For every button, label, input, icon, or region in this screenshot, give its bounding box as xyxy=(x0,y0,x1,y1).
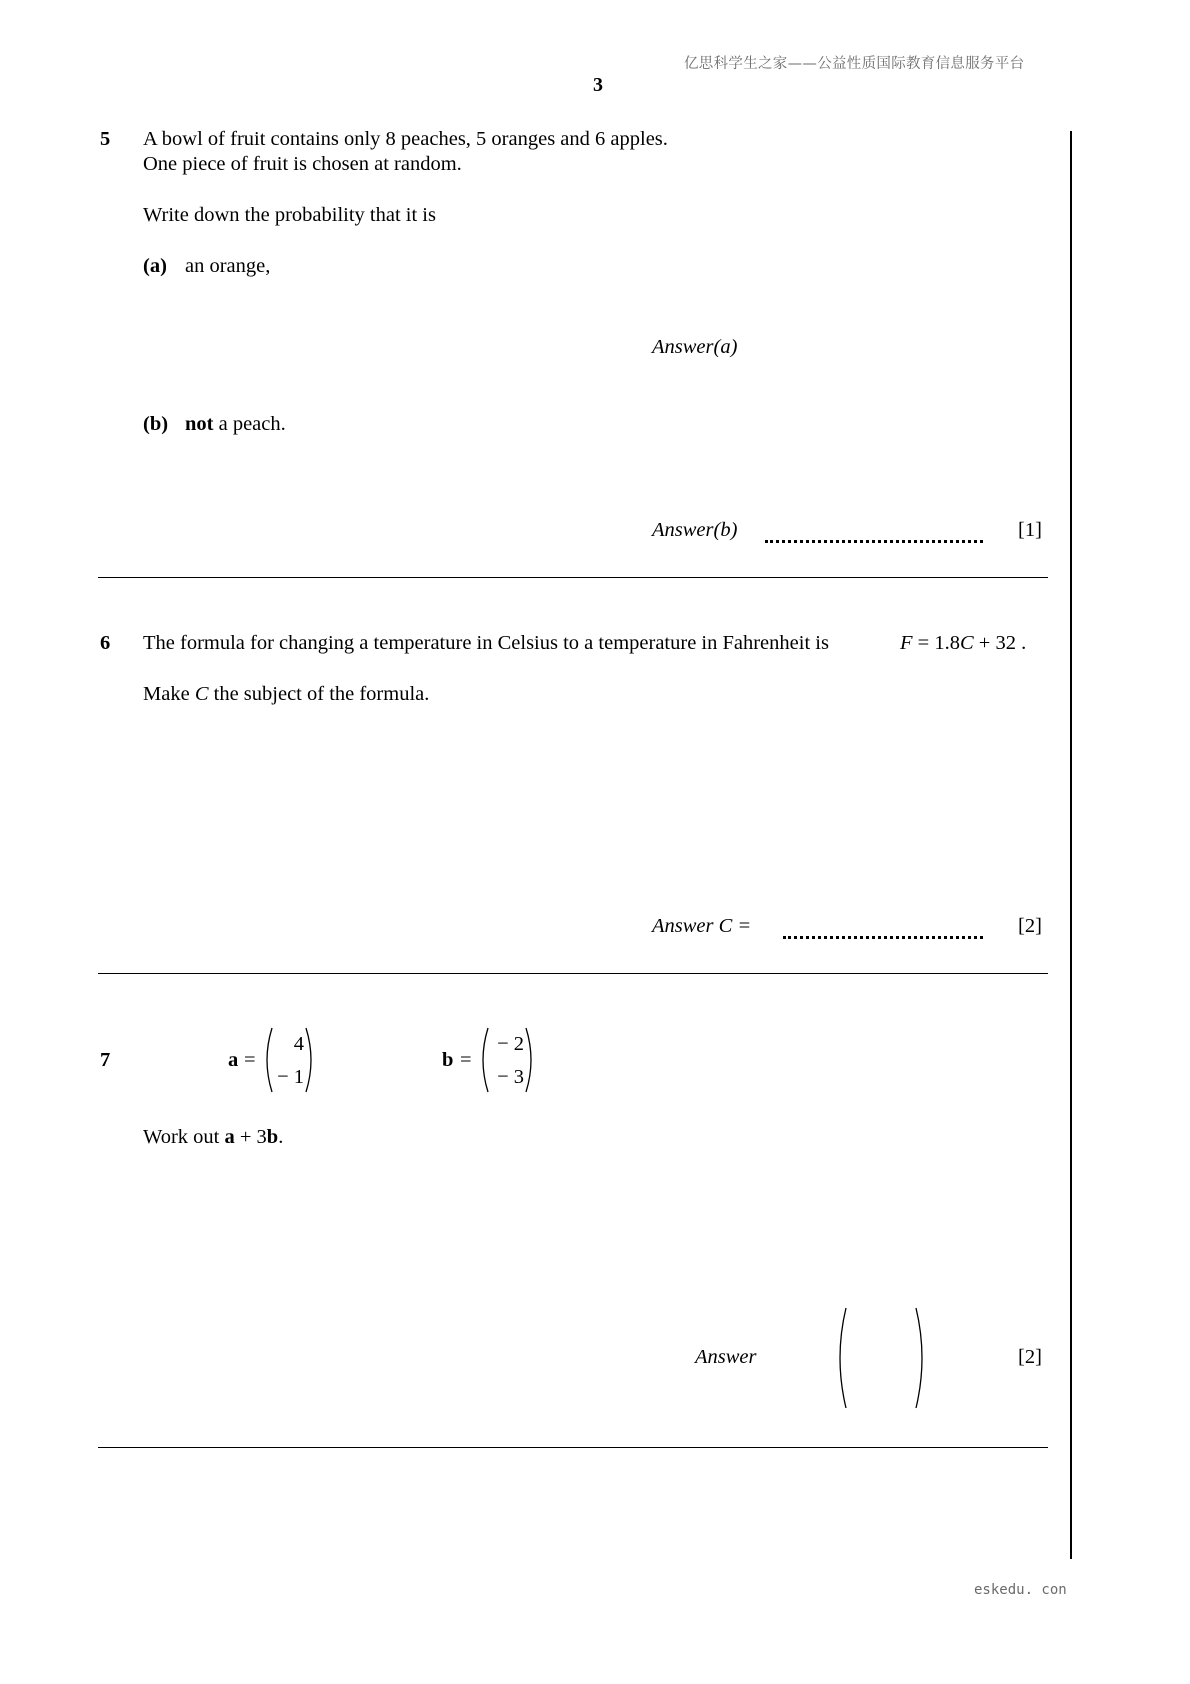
instruction-var: a xyxy=(224,1126,235,1148)
emphasis-word: not xyxy=(185,413,214,435)
formula-part: = 1.8 xyxy=(912,632,960,654)
instruction-part: Make xyxy=(143,683,195,705)
instruction-part: Work out xyxy=(143,1126,225,1148)
answer-vector-brackets[interactable] xyxy=(834,1306,928,1410)
instruction-var: b xyxy=(266,1126,279,1148)
instruction-part: + 3 xyxy=(234,1126,267,1148)
page-number: 3 xyxy=(593,74,603,96)
instruction-part: . xyxy=(278,1126,284,1148)
margin-line xyxy=(1070,131,1072,1559)
formula xyxy=(900,632,1026,655)
equals-sign: = xyxy=(244,1049,256,1071)
answer-line[interactable] xyxy=(783,936,983,939)
answer-line[interactable] xyxy=(765,540,983,543)
answer-label: Answer C = xyxy=(652,915,752,937)
divider xyxy=(98,1447,1048,1448)
footer-site: eskedu. con xyxy=(974,1582,1067,1598)
vector-component: − 2 xyxy=(497,1033,524,1055)
vector-name: a xyxy=(228,1049,239,1071)
vector-component: − 1 xyxy=(277,1066,304,1088)
part-label: (a) xyxy=(143,255,167,277)
formula-var: C xyxy=(959,632,974,654)
question-number: 5 xyxy=(100,128,111,150)
part-text xyxy=(185,413,286,436)
question-number: 6 xyxy=(100,632,111,654)
instruction-text: Write down the probability that it is xyxy=(143,204,436,226)
part-text: an orange, xyxy=(185,255,271,277)
divider xyxy=(98,577,1048,578)
answer-label: Answer xyxy=(695,1346,757,1368)
marks: [2] xyxy=(1018,915,1042,937)
question-number: 7 xyxy=(100,1049,111,1071)
part-label: (b) xyxy=(143,413,169,435)
instruction-part: the subject of the formula. xyxy=(208,683,430,705)
question-text: The formula for changing a temperature in Celsius to a temperature in Fahrenheit is xyxy=(143,632,829,654)
answer-label: Answer(b) xyxy=(652,519,738,541)
divider xyxy=(98,973,1048,974)
marks: [2] xyxy=(1018,1346,1042,1368)
header-site-text: 亿思科学生之家——公益性质国际教育信息服务平台 xyxy=(684,56,1025,72)
question-text: A bowl of fruit contains only 8 peaches, 5 oranges and 6 apples. xyxy=(143,128,668,150)
part-text-rest: a peach. xyxy=(213,413,286,435)
formula-part: + 32 . xyxy=(973,632,1027,654)
vector-component: − 3 xyxy=(497,1066,524,1088)
vector-name: b xyxy=(442,1049,454,1071)
instruction-text xyxy=(143,683,429,706)
instruction-text xyxy=(143,1126,283,1149)
marks: [1] xyxy=(1018,519,1042,541)
vector-component: 4 xyxy=(293,1033,304,1055)
answer-label: Answer(a) xyxy=(652,336,738,358)
question-text: One piece of fruit is chosen at random. xyxy=(143,153,462,175)
equals-sign: = xyxy=(460,1049,472,1071)
instruction-var: C xyxy=(194,683,209,705)
formula-var: F xyxy=(900,632,913,654)
